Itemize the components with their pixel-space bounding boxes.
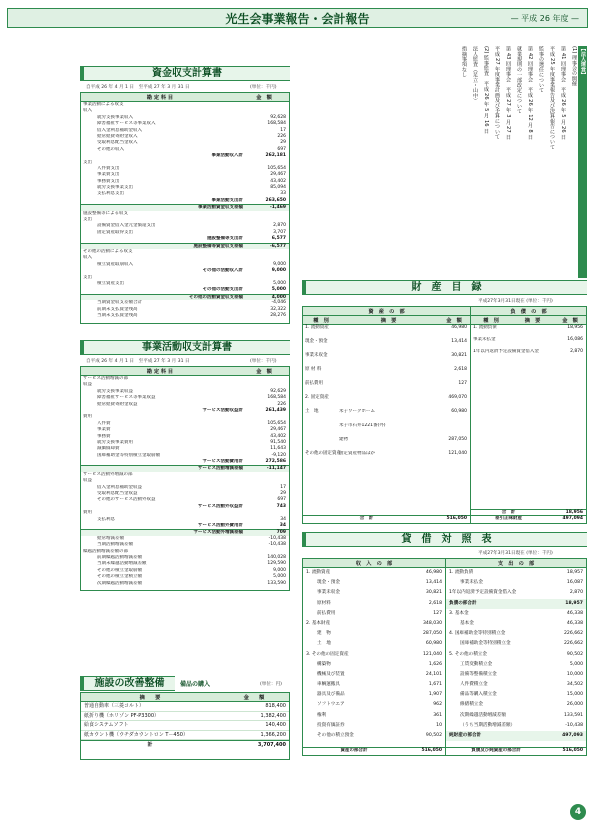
table-row: 原 材 料 2,618 <box>305 367 467 372</box>
balance-table: 収 入 の 部 1. 流動資産 46,980 現金・預金 13,414 事業未収金 30,821 原材料 2,618 前払費用 127 2. 基本財産 348,030 建 物 287,050 土 地 60,980 3. その他の固定資産 121,040 構築物 1,626 機械及び装置 24,101 車輌運搬具 1,671 器具及び備品 1,907 ソフトウエア 962 権利 361 投資有価証券 10 その他の積立預金 90,502 資産の部合計 516,050 支 出 の 部 1. 流動負債 18,957 事業未払金 16,087 1年以内返済予定設備資金借入金 2,870 負債の部合計 18,957 3. 基本金 46,338 基本金 46,338 4. 国庫補助金等特別積立金 226,662 国庫補助金等特別積立金 226,662 5. その他の積立金 90,502 工賃変動積立金 5,000 設備等整備積立金 10,000 人件費積立金 34,502 備品等購入積立金 15,000 修繕積立金 26,000 次期繰越活動増減差額 133,591 （うち当期活動増減差額） -10,438 純財産の部合計 497,093 負債及び純資産の部合計 516,050 <box>302 558 587 756</box>
table-row: 事業未払金 16,087 <box>460 580 583 586</box>
report-year: — 平成 26 年度 — <box>510 13 579 23</box>
table-row: 建物 287,050 <box>339 437 467 442</box>
table-row: 前期末支払資金残高 32,322 <box>97 306 286 312</box>
liabilities-header: 負 債 の 部 <box>471 307 586 316</box>
table-row: 施設整備等支出計 6,577 <box>207 236 286 242</box>
table-row: サービス活動外増減の部 <box>83 471 133 477</box>
table-row: 3. 基本金 46,338 <box>449 610 583 616</box>
table-row: 事業活動支出計 263,650 <box>211 197 286 203</box>
table-row: 事業未払金 16,086 <box>473 337 583 342</box>
table-row: 1. 流動負債 18,956 <box>473 325 583 330</box>
improvement-unit: (単位：円) <box>260 682 282 687</box>
improvement-subtitle: 備品の購入 <box>180 681 211 688</box>
table-row: サービス活動収益計 261,439 <box>202 407 286 413</box>
table-row: 器具及び備品 1,907 <box>317 692 442 698</box>
table-row: 1. 流動資産 46,980 <box>305 325 467 330</box>
table-row: 人件費積立金 34,502 <box>460 682 583 688</box>
table-row: 基本金 46,338 <box>460 620 583 626</box>
table-row: 固定資産取得支出 3,707 <box>97 229 286 235</box>
page-number: 4 <box>570 804 586 820</box>
vertical-line: (1) 理事会の開催 <box>571 46 577 87</box>
table-row: 就労支援事業費用 91,540 <box>97 439 286 445</box>
table-row: サービス活動増減差額 -11,147 <box>81 465 289 471</box>
table-row: 事業活動収入計 262,181 <box>211 153 286 159</box>
table-row: 積立資産支出 5,000 <box>97 280 286 286</box>
table-row: その他の積立預金 90,502 <box>317 733 442 738</box>
table-row: 機械及び装置 24,101 <box>317 671 442 677</box>
col-amount: 金 額 <box>256 94 272 101</box>
table-row: 土 地 米子ワークホーム 60,980 <box>305 409 467 414</box>
table-row: 次期繰越活動増減差額 133,590 <box>97 580 286 586</box>
section-inventory-title: 財 産 目 録 <box>302 280 587 295</box>
table-row: 経常経費寄附金収益 226 <box>97 401 286 407</box>
table-row: サービス活動費用計 272,586 <box>202 459 286 465</box>
table-row: 事務費支出 43,402 <box>97 178 286 184</box>
table-row: 1年以内返済予定設備資金借入金 2,870 <box>473 349 583 354</box>
table-row: 建 物 287,050 <box>317 631 442 637</box>
section-improvement-title: 施設の改善整備 <box>80 676 175 691</box>
list-item: 紙折り機（ホリゾン PF-P3300） 1,382,400 <box>81 712 289 722</box>
table-row: 受取利息配当金収入 29 <box>97 140 286 146</box>
table-row: 設備資金借入金元金償還支出 2,870 <box>97 223 286 229</box>
table-row: 借入金利息補助金収入 17 <box>97 127 286 133</box>
table-row: サービス活動外収益計 743 <box>198 503 286 509</box>
table-row: 車輌運搬具 1,671 <box>317 682 442 688</box>
table-row: 積立資産取崩収入 9,000 <box>97 261 286 267</box>
table-row: 費用 <box>83 414 92 420</box>
table-row: 支出 <box>83 159 92 165</box>
table-row: 4. 国庫補助金等特別積立金 226,662 <box>449 631 583 637</box>
table-row: 米子市石井1221番(外) <box>339 423 386 428</box>
table-row: 1. 流動資産 46,980 <box>306 570 442 575</box>
table-row: 前払費用 127 <box>317 610 442 616</box>
management-vertical-text <box>293 46 587 278</box>
table-row: 前期繰越活動増減差額 140,028 <box>97 554 286 560</box>
activity-unit: (単位：千円) <box>250 359 277 364</box>
table-row: 現金・預金 13,414 <box>305 339 467 344</box>
table-row: 減価償却費 11,643 <box>97 446 286 452</box>
table-row: 就労支援事業支出 85,094 <box>97 185 286 191</box>
table-row: 就労支援事業収入 92,628 <box>97 114 286 120</box>
table-row: 投資有価証券 10 <box>317 722 442 728</box>
cashflow-table <box>80 92 290 324</box>
table-row: 5. その他の積立金 90,502 <box>449 651 583 657</box>
table-row: その他の活動による収支 <box>83 248 133 254</box>
report-banner <box>7 8 588 28</box>
table-row: 当期活動増減差額 -10,438 <box>97 542 286 548</box>
col-amount: 金 額 <box>256 368 272 375</box>
improvement-table <box>80 692 290 760</box>
table-row: 就労支援事業収益 92,629 <box>97 388 286 394</box>
activity-table <box>80 366 290 591</box>
table-row: サービス活動増減の部 <box>83 376 128 381</box>
cashflow-unit: (単位：千円) <box>250 85 277 90</box>
table-row: 権利 361 <box>317 712 442 718</box>
section-activity-title: 事業活動収支計算書 <box>80 340 290 355</box>
table-row: 原材料 2,618 <box>317 600 442 606</box>
table-row: 構築物 1,626 <box>317 661 442 667</box>
vertical-line: 指摘事項なし <box>461 46 467 78</box>
table-row: 前払費用 127 <box>305 381 467 386</box>
table-row: 3. その他の固定資産 121,040 <box>306 651 442 657</box>
table-row: その他の積立金積立額 5,000 <box>97 574 286 580</box>
inventory-table: 資 産 の 部 種 別 摘 要 金 額 1. 流動資産 46,980 現金・預金 13,414 事業未収金 30,821 原 材 料 2,618 前払費用 127 2. 固定資産 469,070 土 地 米子ワークホーム 60,980 米子市石井1221番(外) 建物 287,050 その他の固定資産 固定資産物品ほか 121,040 合 計 516,050 負 債 の 部 種 別 摘 要 金 額 1. 流動負債 18,956 事業未払金 16,086 1年以内返済予定設備資金借入金 2,870 合 計 18,956 差引正味財産 497,094 <box>302 306 587 524</box>
col-amount: 金 額 <box>243 694 265 701</box>
table-row: 当期末支払資金残高 28,276 <box>97 312 286 318</box>
vertical-heading: 【法人運営】 <box>578 46 587 278</box>
table-row: 支払利息 34 <box>97 516 286 522</box>
balance-date: 平成27年3月31日現在 (単位：千円) <box>478 551 553 556</box>
table-row: 当期末繰越活動増減差額 129,590 <box>97 561 286 567</box>
table-row: 土 地 60,980 <box>317 641 442 647</box>
table-row: 人件費 105,654 <box>97 420 286 426</box>
list-item: 普通自動車（三菱コルト） 818,400 <box>81 702 289 712</box>
table-row: 1. 流動負債 18,957 <box>449 570 583 575</box>
table-row: その他の活動資金収支差額 4,000 <box>81 294 289 300</box>
vertical-line: 第 41 回理事会 平成 26 年 5 月 26 日 <box>560 46 566 140</box>
vertical-line: 平成 25 年度事業報告及び決算報告について <box>549 46 555 150</box>
improvement-total-row: 計 3,707,400 <box>81 740 289 749</box>
list-item: 紙カウント機（ウチダカウントロン T－450） 1,366,200 <box>81 731 289 741</box>
table-row: 国庫補助金等特別積立金取崩額 -9,120 <box>97 452 286 458</box>
list-item: 給食システムソフト 140,400 <box>81 721 289 731</box>
activity-period: 自平成 26 年 4 月 1 日 至平成 27 年 3 月 31 日 <box>86 359 190 364</box>
vertical-line: 就業規則の一部改定について <box>516 46 522 114</box>
table-row: 支払利息支出 33 <box>97 191 286 197</box>
table-row: 繰越活動増減差額の部 <box>83 548 128 554</box>
table-row: 障害福祉サービス等事業収益 168,584 <box>97 395 286 401</box>
vertical-line: (2) 監事監査 平成 26 年 5 月 16 日 <box>483 46 489 134</box>
col-account: 勘 定 科 目 <box>146 368 174 375</box>
table-row: その他の活動支出計 5,000 <box>202 287 286 293</box>
vertical-line: 平成 27 年度事業計画及び予算について <box>494 46 500 140</box>
table-row: 事務費 43,402 <box>97 433 286 439</box>
table-row: 人件費支出 105,654 <box>97 165 286 171</box>
table-row: その他の活動収入計 9,000 <box>202 268 286 274</box>
table-row: 施設整備等による収支 <box>83 210 128 216</box>
table-row: サービス活動外費用計 34 <box>198 522 286 528</box>
assets-header: 資 産 の 部 <box>303 307 470 316</box>
table-row: 次期繰越活動増減差額 133,591 <box>460 712 583 718</box>
col-summary: 摘 要 <box>139 694 161 701</box>
table-row: 設備等整備積立金 10,000 <box>460 671 583 677</box>
col-account: 勘 定 科 目 <box>146 94 174 101</box>
table-row: 収入 <box>83 108 92 114</box>
table-row: 2. 基本財産 348,030 <box>306 620 442 626</box>
table-row: 事業活動資金収支差額 -1,469 <box>81 204 289 210</box>
table-row: 支出 <box>83 274 92 280</box>
table-row: 国庫補助金等特別積立金 226,662 <box>460 641 583 647</box>
table-row: サービス活動外増減差額 709 <box>81 529 289 535</box>
table-row: 現金・預金 13,414 <box>317 580 442 586</box>
table-row: その他の固定資産 固定資産物品ほか 121,040 <box>305 451 467 456</box>
table-row: 収入 <box>83 255 92 261</box>
vertical-line: 法人監査（足立・山中） <box>472 46 478 104</box>
table-row: 1年以内返済予定設備資金借入金 2,870 <box>449 590 583 596</box>
vertical-line: 第 42 回理事会 平成 26 年 12 月 8 日 <box>527 46 533 140</box>
table-row: 施設整備等資金収支差額 -6,577 <box>81 243 289 249</box>
table-row: 工賃変動積立金 5,000 <box>460 661 583 667</box>
table-row: 費用 <box>83 510 92 516</box>
table-row: 事業未収金 30,821 <box>305 353 467 358</box>
table-row: 事業未収金 30,821 <box>317 590 442 596</box>
table-row: その他の収入 697 <box>97 146 286 152</box>
balance-liabilities-header: 支 出 の 部 <box>446 559 586 568</box>
table-row: 収益 <box>83 382 92 388</box>
table-row: 備品等購入積立金 15,000 <box>460 692 583 698</box>
table-row: 経常増減差額 -10,438 <box>97 535 286 541</box>
table-row: 事業活動による収支 <box>83 102 124 107</box>
cashflow-period: 自平成 26 年 4 月 1 日 至平成 27 年 3 月 31 日 <box>86 85 190 90</box>
vertical-line: 第 43 回理事会 平成 27 年 3 月 27 日 <box>505 46 511 140</box>
table-row: 事業費 29,467 <box>97 427 286 433</box>
section-cashflow-title: 資金収支計算書 <box>80 66 290 81</box>
section-balance-title: 貸 借 対 照 表 <box>302 532 587 547</box>
table-row: その他のサービス活動外収益 697 <box>97 497 286 503</box>
table-row: 修繕積立金 26,000 <box>460 702 583 708</box>
table-row: 収益 <box>83 478 92 484</box>
balance-assets-header: 収 入 の 部 <box>303 559 445 568</box>
table-row: （うち当期活動増減差額） -10,438 <box>460 722 583 728</box>
table-row: ソフトウエア 962 <box>317 702 442 708</box>
table-row: 障害福祉サービス等事業収入 168,584 <box>97 121 286 127</box>
vertical-line: 監事の選任について <box>538 46 544 93</box>
table-row: 事業費支出 29,467 <box>97 172 286 178</box>
table-row: 当期資金収支差額合計 -4,046 <box>97 300 286 306</box>
table-row: 支出 <box>83 217 92 223</box>
report-title: 光生会事業報告・会計報告 <box>225 11 370 26</box>
table-row: 負債の部合計 18,957 <box>446 599 586 609</box>
table-row: 借入金利息補助金収益 17 <box>97 484 286 490</box>
table-row: その他の積立金取崩額 9,000 <box>97 567 286 573</box>
table-row: 受取利息配当金収益 29 <box>97 491 286 497</box>
inventory-date: 平成27年3月31日現在 (単位：千円) <box>478 299 553 304</box>
table-row: 経常経費寄附金収入 226 <box>97 133 286 139</box>
table-row: 純財産の部合計 497,093 <box>446 731 586 741</box>
table-row: 2. 固定資産 469,070 <box>305 395 467 400</box>
